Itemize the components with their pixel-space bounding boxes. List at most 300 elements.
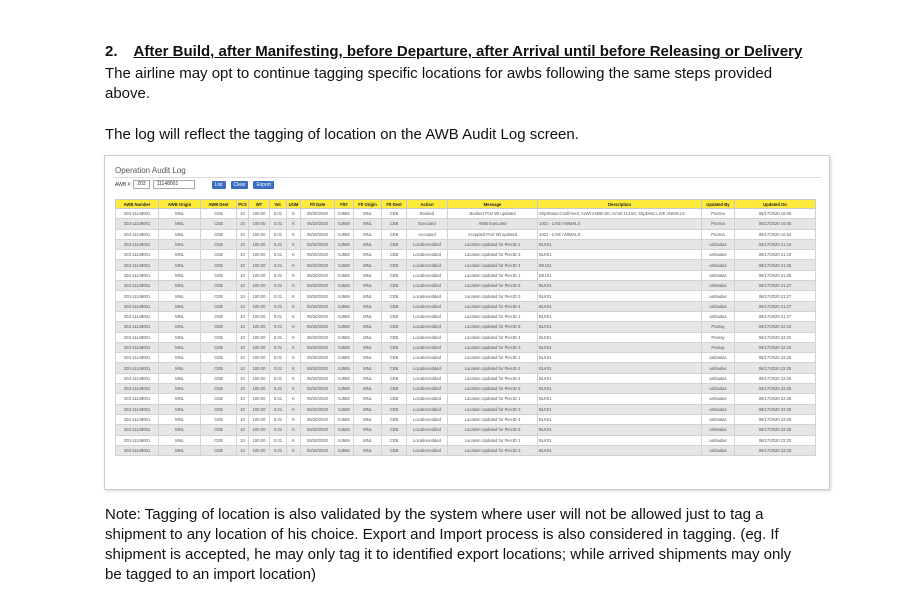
table-cell: ambadas (702, 425, 735, 435)
table-cell: MNL (159, 414, 201, 424)
table-cell: 10 (237, 229, 249, 239)
table-cell: K (287, 239, 301, 249)
table-row (116, 239, 816, 249)
table-cell: K (287, 260, 301, 270)
table-cell: ambadas (702, 353, 735, 363)
table-cell: K (287, 353, 301, 363)
table-cell: LocationAdded (407, 373, 448, 383)
table-cell: ambadas (702, 435, 735, 445)
table-cell: 0.01 (270, 373, 287, 383)
table-cell: CEB (382, 363, 407, 373)
table-cell: 10 (237, 301, 249, 311)
audit-log-title: Operation Audit Log (115, 166, 186, 175)
table-row (116, 219, 816, 229)
column-header: Flt Date (301, 200, 335, 209)
table-cell: 203-11148001 (116, 342, 159, 352)
table-cell: Location Updated for PiecID 1 (448, 394, 538, 404)
table-cell: 06/20/2020 (301, 404, 335, 414)
table-cell: Poorna (702, 229, 735, 239)
table-cell: 10 (237, 322, 249, 332)
table-cell: 100.00 (249, 394, 270, 404)
table-cell: 0.01 (270, 260, 287, 270)
table-cell: 0.01 (270, 229, 287, 239)
section-title: After Build, after Manifesting, before Departure, after Arrival until before Releasing or Delivery (133, 43, 803, 60)
table-row (116, 281, 816, 291)
table-cell: 100.00 (249, 229, 270, 239)
table-cell: 10 (237, 353, 249, 363)
table-cell: 06/20/2020 (301, 384, 335, 394)
table-cell: BLK01 (538, 435, 702, 445)
table-cell: 5J559 (335, 394, 354, 404)
table-cell: 203-11148001 (116, 311, 159, 321)
table-cell: BK101 (538, 270, 702, 280)
table-cell: Location Updated for PiecID 4 (448, 414, 538, 424)
table-cell: CEB (201, 363, 237, 373)
table-cell: LocationAdded (407, 445, 448, 455)
table-cell: 5J559 (335, 425, 354, 435)
table-cell: 0.01 (270, 353, 287, 363)
table-cell: 06/17/2020 21:27 (735, 281, 816, 291)
table-cell: K (287, 301, 301, 311)
table-cell: 5J559 (335, 260, 354, 270)
table-cell: 100.00 (249, 332, 270, 342)
paragraph-airline-tagging: The airline may opt to continue tagging specific locations for awbs following the same steps provided above. (105, 65, 773, 102)
column-header: Action (407, 200, 448, 209)
table-cell: 5J559 (335, 291, 354, 301)
table-cell: CEB (201, 342, 237, 352)
table-cell: CEB (382, 219, 407, 229)
table-cell: 06/17/2020 22:22 (735, 322, 816, 332)
table-row (116, 425, 816, 435)
table-cell: 06/20/2020 (301, 311, 335, 321)
table-cell: 10 (237, 435, 249, 445)
table-cell: LocationAdded (407, 404, 448, 414)
table-cell: 10 (237, 260, 249, 270)
table-cell: BLK01 (538, 414, 702, 424)
list-button[interactable]: List (212, 181, 226, 189)
table-cell: 06/17/2020 16:05 (735, 219, 816, 229)
table-cell: 10 (237, 342, 249, 352)
table-cell: 203-11148001 (116, 394, 159, 404)
table-cell: 203-11148001 (116, 209, 159, 219)
table-cell: BLK01 (538, 353, 702, 363)
table-cell: ambadas (702, 404, 735, 414)
table-cell: 0.01 (270, 209, 287, 219)
table-cell: 06/20/2020 (301, 281, 335, 291)
table-cell: K (287, 291, 301, 301)
table-row (116, 250, 816, 260)
table-cell: Pranay (702, 332, 735, 342)
table-cell: 203-11148001 (116, 301, 159, 311)
column-header: UOM (287, 200, 301, 209)
table-cell: BLK01 (538, 311, 702, 321)
table-cell: MNL (354, 404, 382, 414)
table-cell: BK101 (538, 260, 702, 270)
table-cell: CEB (382, 394, 407, 404)
table-cell: 0.01 (270, 384, 287, 394)
table-cell: CEB (382, 311, 407, 321)
table-cell: K (287, 270, 301, 280)
table-cell: Executed (407, 219, 448, 229)
table-cell: CEB (382, 445, 407, 455)
table-row (116, 445, 816, 455)
table-cell: 100.00 (249, 435, 270, 445)
table-cell: 5J559 (335, 332, 354, 342)
table-cell: Poorna (702, 219, 735, 229)
table-cell: 06/17/2020 22:22 (735, 342, 816, 352)
table-row (116, 270, 816, 280)
table-cell: BLK01 (538, 301, 702, 311)
table-cell: MNL (159, 363, 201, 373)
table-cell: 100.00 (249, 425, 270, 435)
table-cell: 06/17/2020 22:26 (735, 425, 816, 435)
table-cell: K (287, 384, 301, 394)
table-cell: 5J559 (335, 353, 354, 363)
table-cell: MNL (159, 384, 201, 394)
table-row (116, 209, 816, 219)
paragraph-audit-log: The log will reflect the tagging of location on the AWB Audit Log screen. (105, 126, 579, 143)
table-row (116, 322, 816, 332)
table-cell: CEB (201, 322, 237, 332)
table-cell: Booked (407, 209, 448, 219)
table-cell: 0.01 (270, 414, 287, 424)
table-row (116, 311, 816, 321)
table-cell: CEB (382, 332, 407, 342)
table-cell: MNL (354, 291, 382, 301)
table-cell: LocationAdded (407, 342, 448, 352)
table-cell: 203-11148001 (116, 322, 159, 332)
table-cell: 100.00 (249, 363, 270, 373)
table-row (116, 260, 816, 270)
table-cell: 203-11148001 (116, 332, 159, 342)
section-heading (105, 43, 802, 60)
table-row (116, 229, 816, 239)
table-cell: 0.01 (270, 445, 287, 455)
table-cell: 203-11148001 (116, 414, 159, 424)
table-cell: Location Updated for PiecID 3 (448, 445, 538, 455)
table-cell: LocationAdded (407, 322, 448, 332)
table-cell: MNL (159, 404, 201, 414)
table-cell: CEB (382, 373, 407, 383)
table-cell: Location Updated for PiecID 4 (448, 373, 538, 383)
table-cell: K (287, 219, 301, 229)
table-cell: 06/20/2020 (301, 260, 335, 270)
table-cell: Poorna (702, 209, 735, 219)
table-cell: LocationAdded (407, 363, 448, 373)
table-cell: K (287, 250, 301, 260)
table-cell: 0.01 (270, 311, 287, 321)
table-cell: 10 (237, 363, 249, 373)
table-cell: CEB (201, 219, 237, 229)
clear-button[interactable]: Clear (231, 181, 249, 189)
table-cell: 0.01 (270, 219, 287, 229)
table-cell: 10 (237, 239, 249, 249)
table-cell: 0.01 (270, 342, 287, 352)
table-cell: MNL (159, 239, 201, 249)
export-button[interactable]: Export (253, 181, 273, 189)
table-cell: 10 (237, 404, 249, 414)
table-cell: 06/20/2020 (301, 353, 335, 363)
table-cell: 5J559 (335, 445, 354, 455)
table-cell: CEB (201, 209, 237, 219)
table-cell: MNL (354, 394, 382, 404)
table-cell: 06/17/2020 21:27 (735, 291, 816, 301)
table-cell: 06/20/2020 (301, 394, 335, 404)
table-cell: CEB (201, 239, 237, 249)
table-cell: 10 (237, 291, 249, 301)
table-cell: ambadas (702, 281, 735, 291)
table-cell: K (287, 394, 301, 404)
table-cell: MNL (354, 209, 382, 219)
table-cell: 203-11148001 (116, 363, 159, 373)
table-cell: Location Updated for PiecID 4 (448, 332, 538, 342)
column-header: WT (249, 200, 270, 209)
table-cell: BLK01 (538, 281, 702, 291)
table-cell: MNL (354, 445, 382, 455)
column-header: Updated By (702, 200, 735, 209)
table-cell: Pranay (702, 342, 735, 352)
table-cell: MNL (159, 342, 201, 352)
table-cell: BLK01 (538, 332, 702, 342)
awb-search-row (115, 180, 274, 189)
table-cell: 5J559 (335, 301, 354, 311)
table-cell: 100.00 (249, 311, 270, 321)
table-cell: 203-11148001 (116, 373, 159, 383)
table-cell: Location Updated for PiecID 4 (448, 260, 538, 270)
table-cell: 10 (237, 394, 249, 404)
column-header: Flt Origin (354, 200, 382, 209)
awb-number-field[interactable]: 11148001 (153, 180, 195, 189)
table-cell: MNL (354, 270, 382, 280)
section-number: 2. (105, 43, 118, 60)
table-cell: ambadas (702, 394, 735, 404)
table-cell: CEB (382, 291, 407, 301)
table-cell: 06/17/2020 22:25 (735, 363, 816, 373)
table-cell: 06/20/2020 (301, 270, 335, 280)
table-cell: 203-11148001 (116, 404, 159, 414)
table-cell: K (287, 209, 301, 219)
table-cell: MNL (354, 435, 382, 445)
table-cell: 10 (237, 332, 249, 342)
table-cell: LocationAdded (407, 239, 448, 249)
table-cell: Accepted (407, 229, 448, 239)
table-cell: 5J559 (335, 209, 354, 219)
column-header: AWB Dest (201, 200, 237, 209)
table-cell: 5J559 (335, 229, 354, 239)
table-cell: LocationAdded (407, 332, 448, 342)
table-cell: Location Updated for PiecID 5 (448, 322, 538, 332)
table-cell: 100.00 (249, 291, 270, 301)
table-cell: 0.01 (270, 425, 287, 435)
table-cell: LocationAdded (407, 384, 448, 394)
table-cell: 10 (237, 311, 249, 321)
column-header: Flt Dest (382, 200, 407, 209)
table-cell: BLK01 (538, 384, 702, 394)
table-cell: 10 (237, 445, 249, 455)
table-cell: 10 (237, 384, 249, 394)
audit-log-table (115, 199, 816, 456)
table-cell: 06/17/2020 22:26 (735, 414, 816, 424)
table-cell: K (287, 311, 301, 321)
table-cell: CEB (201, 311, 237, 321)
table-cell: 1001 - LIVE ANIMALS (538, 229, 702, 239)
table-cell: BLK01 (538, 425, 702, 435)
table-cell: 0.01 (270, 270, 287, 280)
table-cell: 06/17/2020 21:27 (735, 301, 816, 311)
table-cell: 203-11148001 (116, 229, 159, 239)
table-cell: 06/17/2020 21:25 (735, 260, 816, 270)
table-cell: 5J559 (335, 384, 354, 394)
table-cell: 0.01 (270, 332, 287, 342)
table-cell: CEB (201, 270, 237, 280)
table-row (116, 373, 816, 383)
table-cell: LocationAdded (407, 281, 448, 291)
table-cell: BLK01 (538, 239, 702, 249)
table-cell: CEB (382, 353, 407, 363)
table-cell: Location Updated for PiecID 4 (448, 301, 538, 311)
table-cell: 10 (237, 209, 249, 219)
table-cell: ambadas (702, 311, 735, 321)
table-cell: 06/20/2020 (301, 301, 335, 311)
table-cell: Location Updated for PiecID 1 (448, 270, 538, 280)
table-cell: CEB (201, 414, 237, 424)
table-cell: Location Updated for PiecID 1 (448, 435, 538, 445)
table-cell: CEB (201, 435, 237, 445)
table-cell: CEB (201, 250, 237, 260)
audit-log-screenshot (104, 155, 830, 490)
table-cell: ambadas (702, 239, 735, 249)
table-cell: K (287, 435, 301, 445)
table-cell: 203-11148001 (116, 291, 159, 301)
table-cell: Location Updated for PiecID 3 (448, 250, 538, 260)
table-cell: 06/17/2020 22:25 (735, 384, 816, 394)
table-cell: LocationAdded (407, 250, 448, 260)
table-cell: CEB (201, 373, 237, 383)
table-cell: CEB (382, 425, 407, 435)
table-cell: 100.00 (249, 353, 270, 363)
awb-prefix-field[interactable]: 203 (133, 180, 149, 189)
table-cell: ambadas (702, 363, 735, 373)
table-cell: 06/20/2020 (301, 435, 335, 445)
table-cell: 203-11148001 (116, 445, 159, 455)
column-header: Flt# (335, 200, 354, 209)
table-cell: 06/20/2020 (301, 291, 335, 301)
table-cell: 06/20/2020 (301, 219, 335, 229)
table-cell: CEB (382, 301, 407, 311)
table-cell: K (287, 229, 301, 239)
column-header: PCS (238, 201, 247, 207)
table-cell: K (287, 363, 301, 373)
table-cell: 06/20/2020 (301, 445, 335, 455)
column-header: AWB Number (116, 200, 159, 209)
table-cell: MNL (159, 250, 201, 260)
table-cell: 06/20/2020 (301, 250, 335, 260)
table-cell: 5J559 (335, 270, 354, 280)
table-cell: MNL (354, 425, 382, 435)
table-cell: MNL (354, 239, 382, 249)
table-row (116, 435, 816, 445)
table-cell: 203-11148001 (116, 270, 159, 280)
table-cell: 0.01 (270, 363, 287, 373)
table-cell: 06/17/2020 22:22 (735, 332, 816, 342)
table-cell: 100.00 (249, 445, 270, 455)
table-cell: Booked Pcs/ Wt updated (448, 209, 538, 219)
table-cell: 5J559 (335, 311, 354, 321)
table-cell: BLK01 (538, 291, 702, 301)
table-cell: MNL (159, 209, 201, 219)
table-row (116, 384, 816, 394)
table-cell: BLK01 (538, 394, 702, 404)
table-cell: MNL (354, 281, 382, 291)
table-cell: ambadas (702, 260, 735, 270)
table-row (116, 404, 816, 414)
table-cell: 06/20/2020 (301, 363, 335, 373)
table-cell: 06/17/2020 22:33 (735, 445, 816, 455)
table-cell: 10 (237, 270, 249, 280)
table-row (116, 353, 816, 363)
table-row (116, 291, 816, 301)
table-cell: LocationAdded (407, 311, 448, 321)
table-cell: MNL (354, 250, 382, 260)
table-cell: 06/17/2020 22:25 (735, 373, 816, 383)
table-cell: MNL (354, 384, 382, 394)
table-cell: CEB (201, 301, 237, 311)
table-cell: AWB Executed (448, 219, 538, 229)
table-cell: MNL (159, 301, 201, 311)
table-cell: CEB (201, 394, 237, 404)
table-cell: CEB (382, 229, 407, 239)
table-cell: Location Updated for PiecID 5 (448, 281, 538, 291)
table-cell: 06/17/2020 21:25 (735, 270, 816, 280)
table-cell: MNL (159, 394, 201, 404)
table-cell: MNL (354, 322, 382, 332)
table-cell: MNL (354, 332, 382, 342)
table-cell: CEB (382, 281, 407, 291)
awb-label: AWB # (115, 181, 131, 188)
table-cell: ambadas (702, 250, 735, 260)
table-cell: CEB (201, 281, 237, 291)
table-row (116, 363, 816, 373)
table-cell: 100.00 (249, 281, 270, 291)
table-cell: 06/17/2020 21:19 (735, 239, 816, 249)
table-cell: 10 (237, 281, 249, 291)
table-cell: CEB (201, 404, 237, 414)
table-cell: MNL (159, 322, 201, 332)
table-cell: 06/17/2020 21:19 (735, 250, 816, 260)
column-header: AWB Origin (159, 200, 201, 209)
table-cell: 0.01 (270, 281, 287, 291)
table-cell: LocationAdded (407, 353, 448, 363)
table-cell: CEB (201, 229, 237, 239)
table-cell: 06/17/2020 22:33 (735, 435, 816, 445)
table-cell: 100.00 (249, 301, 270, 311)
table-cell: 203-11148001 (116, 260, 159, 270)
table-cell: 203-11148001 (116, 239, 159, 249)
table-row (116, 394, 816, 404)
table-cell: LocationAdded (407, 435, 448, 445)
table-cell: LocationAdded (407, 270, 448, 280)
table-cell: 100.00 (249, 322, 270, 332)
table-cell: 100.00 (249, 219, 270, 229)
table-cell: LocationAdded (407, 260, 448, 270)
table-cell: 06/17/2020 22:26 (735, 394, 816, 404)
table-cell: MNL (159, 270, 201, 280)
table-cell: 100.00 (249, 384, 270, 394)
table-cell: 06/17/2020 16:05 (735, 209, 816, 219)
table-cell: K (287, 414, 301, 424)
table-cell: ambadas (702, 414, 735, 424)
table-cell: 100.00 (249, 239, 270, 249)
